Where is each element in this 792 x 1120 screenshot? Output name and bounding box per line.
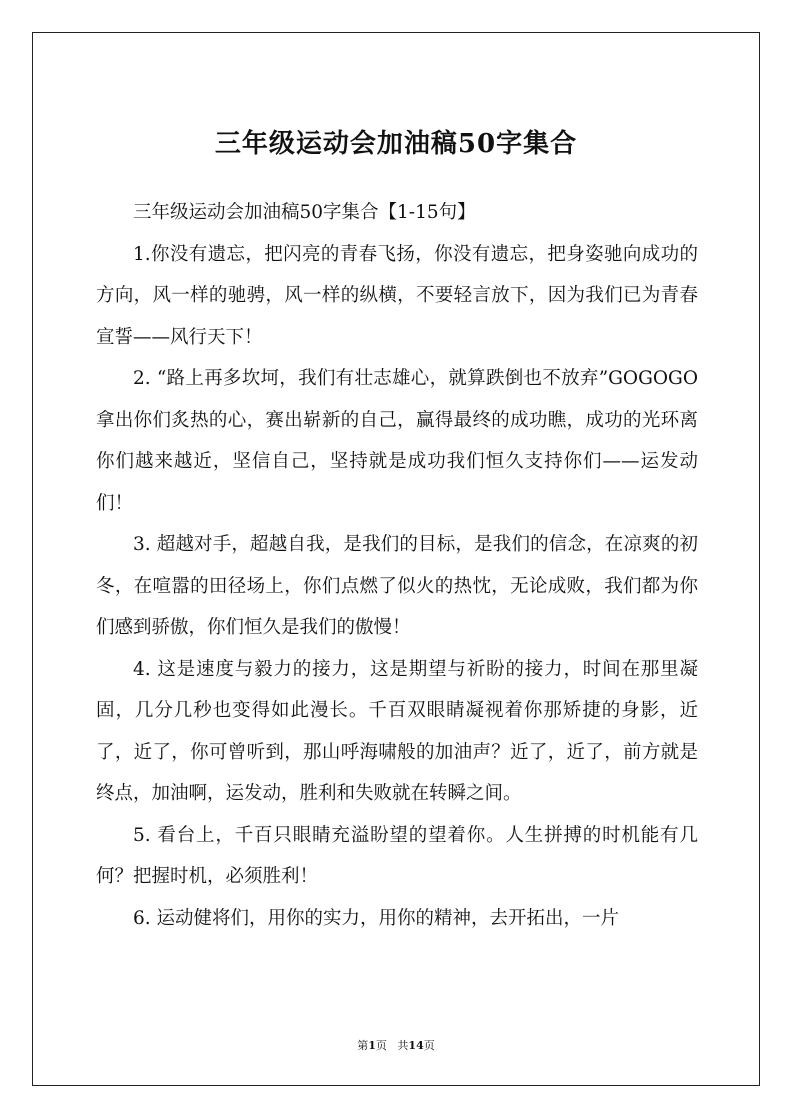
paragraph-4: 4. 这是速度与毅力的接力，这是期望与祈盼的接力，时间在那里凝固，几分几秒也变得如此漫长。千百双眼睛凝视着你那矫捷的身影，近了，近了，你可曾听到，那山呼海啸般的加油声？近了，近了，前方就是终点，加油啊，运发动，胜利和失败就在转瞬之间。 <box>96 658 698 804</box>
paragraph-3: 3. 超越对手，超越自我，是我们的目标，是我们的信念，在凉爽的初冬，在喧嚣的田径场上，你们点燃了似火的热忱，无论成败，我们都为你们感到骄傲，你们恒久是我们的傲慢！ <box>96 534 698 638</box>
document-title: 三年级运动会加油稿50字集合 <box>214 129 578 159</box>
paragraph-2: 2. “路上再多坎坷，我们有壮志雄心，就算跌倒也不放弃”GOGOGO拿出你们炙热的心，赛出崭新的自己，赢得最终的成功瞧，成功的光环离你们越来越近，坚信自己，坚持就是成功我们恒久支持你们——运发动们！ <box>96 368 698 514</box>
total-page-number: 14 <box>408 1039 424 1052</box>
paragraph-heading: 三年级运动会加油稿50字集合【1-15句】 <box>133 202 476 223</box>
current-page-number: 1 <box>368 1039 376 1052</box>
footer-total-suffix: 页 <box>423 1039 435 1052</box>
footer-prefix: 第 <box>357 1039 369 1052</box>
paragraph-5: 5. 看台上，千百只眼睛充溢盼望的望着你。人生拼搏的时机能有几何？把握时机，必须胜利！ <box>96 824 698 887</box>
footer-total-prefix: 共 <box>397 1039 409 1052</box>
page-footer <box>0 1038 792 1054</box>
paragraph-1: 1.你没有遗忘，把闪亮的青春飞扬，你没有遗忘，把身姿驰向成功的方向，风一样的驰骋，风一样的纵横，不要轻言放下，因为我们已为青春宣誓——风行天下！ <box>96 243 698 348</box>
paragraph-6: 6. 运动健将们，用你的实力，用你的精神，去开拓出，一片 <box>133 907 620 929</box>
footer-page-word: 页 <box>375 1039 387 1052</box>
document-body <box>96 192 698 939</box>
